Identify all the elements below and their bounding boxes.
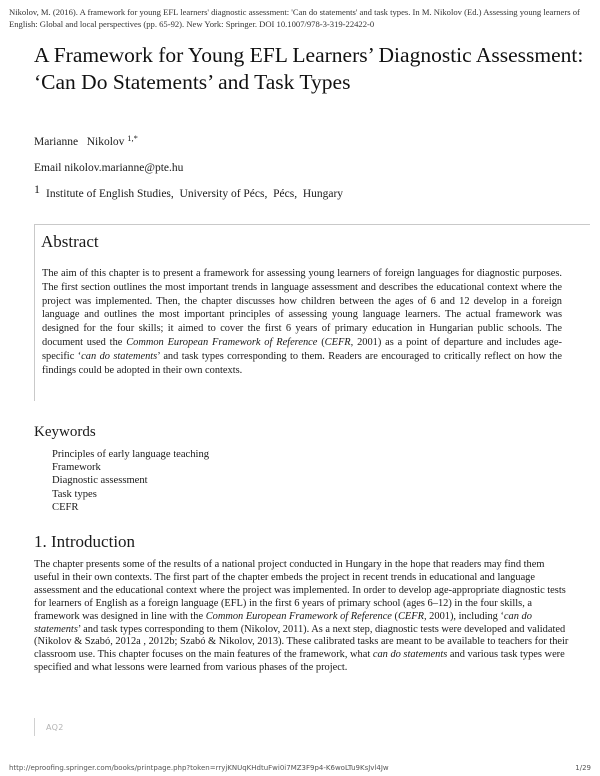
keyword-item: Principles of early language teaching [52,449,210,460]
author-line [34,133,138,148]
cefr-title: Common European Framework of Reference [126,336,318,348]
footer-url[interactable]: http://eproofing.springer.com/books/printpage.php?token=rryjKNUqKHdtuFwi0i7MZ3F9p4-K6woLTu9KsJvl4Jw [9,764,389,772]
abstract-body: The aim of this chapter is to present a framework for assessing young learners of foreign languages for diagnostic purposes. The first section outlines the most important trends in language assessment and describes the educational context where the project was implemented. Then, the chapter discusses how children between the ages of 6 and 12 develop in a foreign language and outlines the most important principles of assessing young language learners. The actual framework was designed for the four skills; it aimed to cover the first 6 years of primary education in Hungarian public schools. The document used the Common European Framework of Reference (CEFR, 2001) as a point of departure and includes age-specific ‘can do statements’ and task types corresponding to them. Readers are encouraged to critically reflect on how the findings could be adopted in their own contexts. [42,268,562,376]
can-do-term: can do statements [372,649,448,661]
introduction-heading: 1. Introduction [34,532,136,551]
footer-page-number: 1/29 [575,764,591,772]
affiliation-number: 1 [34,182,40,196]
cefr-abbreviation: CEFR, [398,610,427,622]
can-do-term: can do statements [34,610,532,635]
keywords-list [52,448,209,514]
abstract-heading: Abstract [41,232,99,251]
introduction-body: The chapter presents some of the results of a national project conducted in Hungary in the hope that readers may find them useful in their own contexts. The first part of the chapter embeds the project in recent trends in educational and language assessment and the educational context where the project was implemented. In order to develop age-appropriate diagnostic tests for learners of English as a foreign language (EFL) in the first 6 years of primary school (ages 6–12) in the four skills, a framework was designed in line with the Common European Framework of Reference (CEFR, 2001), including ‘can do statements’ and task types corresponding to them (Nikolov, 2011). As a next step, diagnostic tests were developed and validated (Nikolov & Szabó, 2012a , 2012b; Szabó & Nikolov, 2013). These calibrated tasks are meant to be available to teachers for their classroom use. This chapter focuses on the main features of the framework, what can do statements and various task types were specified and what lessons were learned from various phases of the project. [34,559,569,674]
keyword-item: Task types [52,488,97,500]
can-do-term: can do statements [81,350,158,362]
affiliation-text: Institute of English Studies, University of Pécs, Pécs, Hungary [46,188,344,200]
author-name[interactable]: Marianne Nikolov [34,136,125,148]
author-query-label[interactable]: AQ2 [46,723,64,732]
keyword-item: Diagnostic assessment [52,475,148,487]
cefr-abbreviation: CEFR, [324,336,354,348]
keywords-heading: Keywords [34,424,96,440]
citation-header: Nikolov, M. (2016). A framework for young EFL learners' diagnostic assessment: 'Can do statements' and task types. In M. Nikolov (Ed.) Assessing young learners of English: Global and local perspectives (pp. 65-92). New York: Springer. DOI 10.1007/978-3-319-22422-0 [9,7,580,29]
author-email[interactable]: Email nikolov.marianne@pte.hu [34,162,184,174]
keyword-item: Framework [52,462,101,474]
affiliation-line [34,182,344,201]
author-query-marker-line [34,718,35,736]
author-affiliation-marker: 1,* [127,133,138,143]
keyword-item: CEFR [52,501,79,513]
article-title: A Framework for Young EFL Learners’ Diagnostic Assessment: ‘Can Do Statements’ and Task Types [34,43,584,94]
cefr-title: Common European Framework of Reference [205,610,392,622]
